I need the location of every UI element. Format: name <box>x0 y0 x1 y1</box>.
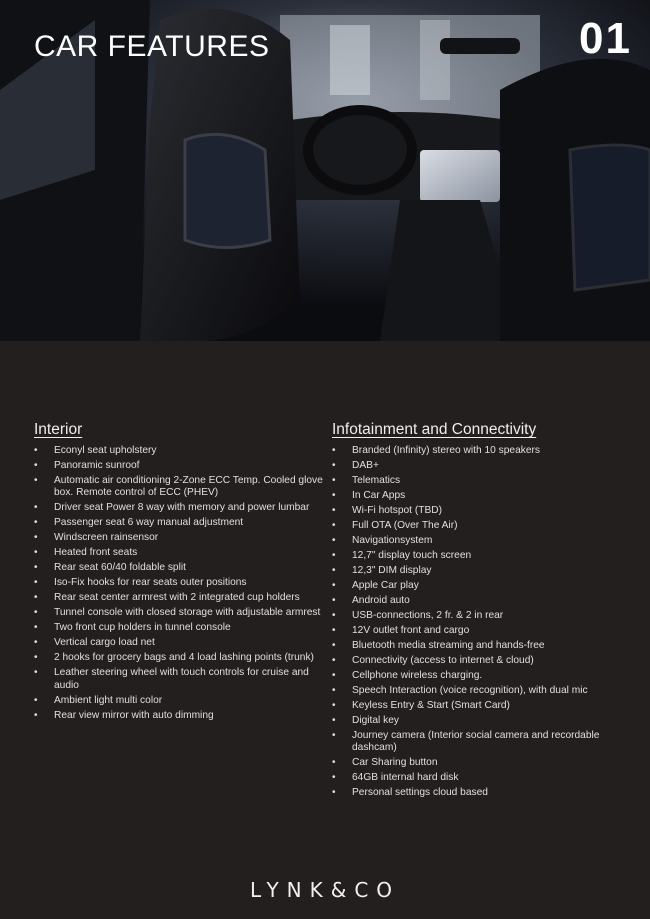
list-item: • In Car Apps <box>332 490 632 502</box>
list-item: • Rear seat center armrest with 2 integrated cup holders <box>34 592 326 604</box>
list-item: • Digital key <box>332 715 632 727</box>
list-item: • Connectivity (access to internet & cloud) <box>332 655 632 667</box>
infotainment-list <box>332 445 632 800</box>
list-item: • Panoramic sunroof <box>34 460 326 472</box>
list-item: • Rear view mirror with auto dimming <box>34 710 326 722</box>
list-item: • Personal settings cloud based <box>332 787 632 799</box>
list-item: • Speech Interaction (voice recognition), with dual mic <box>332 685 632 697</box>
list-item: • Leather steering wheel with touch controls for cruise and audio <box>34 667 326 692</box>
list-item: • Apple Car play <box>332 580 632 592</box>
list-item: • Econyl seat upholstery <box>34 445 326 457</box>
list-item: • Driver seat Power 8 way with memory and power lumbar <box>34 502 326 514</box>
page-title: CAR FEATURES <box>34 30 270 63</box>
interior-section <box>34 421 326 725</box>
list-item: • Ambient light multi color <box>34 695 326 707</box>
list-item: • Telematics <box>332 475 632 487</box>
list-item: • Heated front seats <box>34 547 326 559</box>
infotainment-section <box>332 421 632 802</box>
list-item: • Branded (Infinity) stereo with 10 speakers <box>332 445 632 457</box>
infotainment-heading: Infotainment and Connectivity <box>332 421 537 438</box>
hero-image <box>0 0 650 341</box>
list-item: • DAB+ <box>332 460 632 472</box>
list-item: • Cellphone wireless charging. <box>332 670 632 682</box>
list-item: • 64GB internal hard disk <box>332 772 632 784</box>
list-item: • Windscreen rainsensor <box>34 532 326 544</box>
list-item: • Car Sharing button <box>332 757 632 769</box>
list-item: • Bluetooth media streaming and hands-free <box>332 640 632 652</box>
list-item: • USB-connections, 2 fr. & 2 in rear <box>332 610 632 622</box>
list-item: • Full OTA (Over The Air) <box>332 520 632 532</box>
list-item: • Android auto <box>332 595 632 607</box>
list-item: • Keyless Entry & Start (Smart Card) <box>332 700 632 712</box>
list-item: • 12V outlet front and cargo <box>332 625 632 637</box>
list-item: • Iso-Fix hooks for rear seats outer positions <box>34 577 326 589</box>
page-number: 01 <box>579 14 632 63</box>
interior-heading: Interior <box>34 421 83 438</box>
list-item: • Passenger seat 6 way manual adjustment <box>34 517 326 529</box>
list-item: • Journey camera (Interior social camera and recordable dashcam) <box>332 730 632 755</box>
list-item: • 12,3" DIM display <box>332 565 632 577</box>
list-item: • Navigationsystem <box>332 535 632 547</box>
list-item: • 12,7" display touch screen <box>332 550 632 562</box>
list-item: • Two front cup holders in tunnel console <box>34 622 326 634</box>
list-item: • Automatic air conditioning 2-Zone ECC Temp. Cooled glove box. Remote control of ECC (PHEV) <box>34 475 326 500</box>
list-item: • Wi-Fi hotspot (TBD) <box>332 505 632 517</box>
list-item: • 2 hooks for grocery bags and 4 load lashing points (trunk) <box>34 652 326 664</box>
list-item: • Vertical cargo load net <box>34 637 326 649</box>
list-item: • Rear seat 60/40 foldable split <box>34 562 326 574</box>
brand-logo: LYNK&CO <box>249 878 401 902</box>
interior-list <box>34 445 326 722</box>
list-item: • Tunnel console with closed storage with adjustable armrest <box>34 607 326 619</box>
